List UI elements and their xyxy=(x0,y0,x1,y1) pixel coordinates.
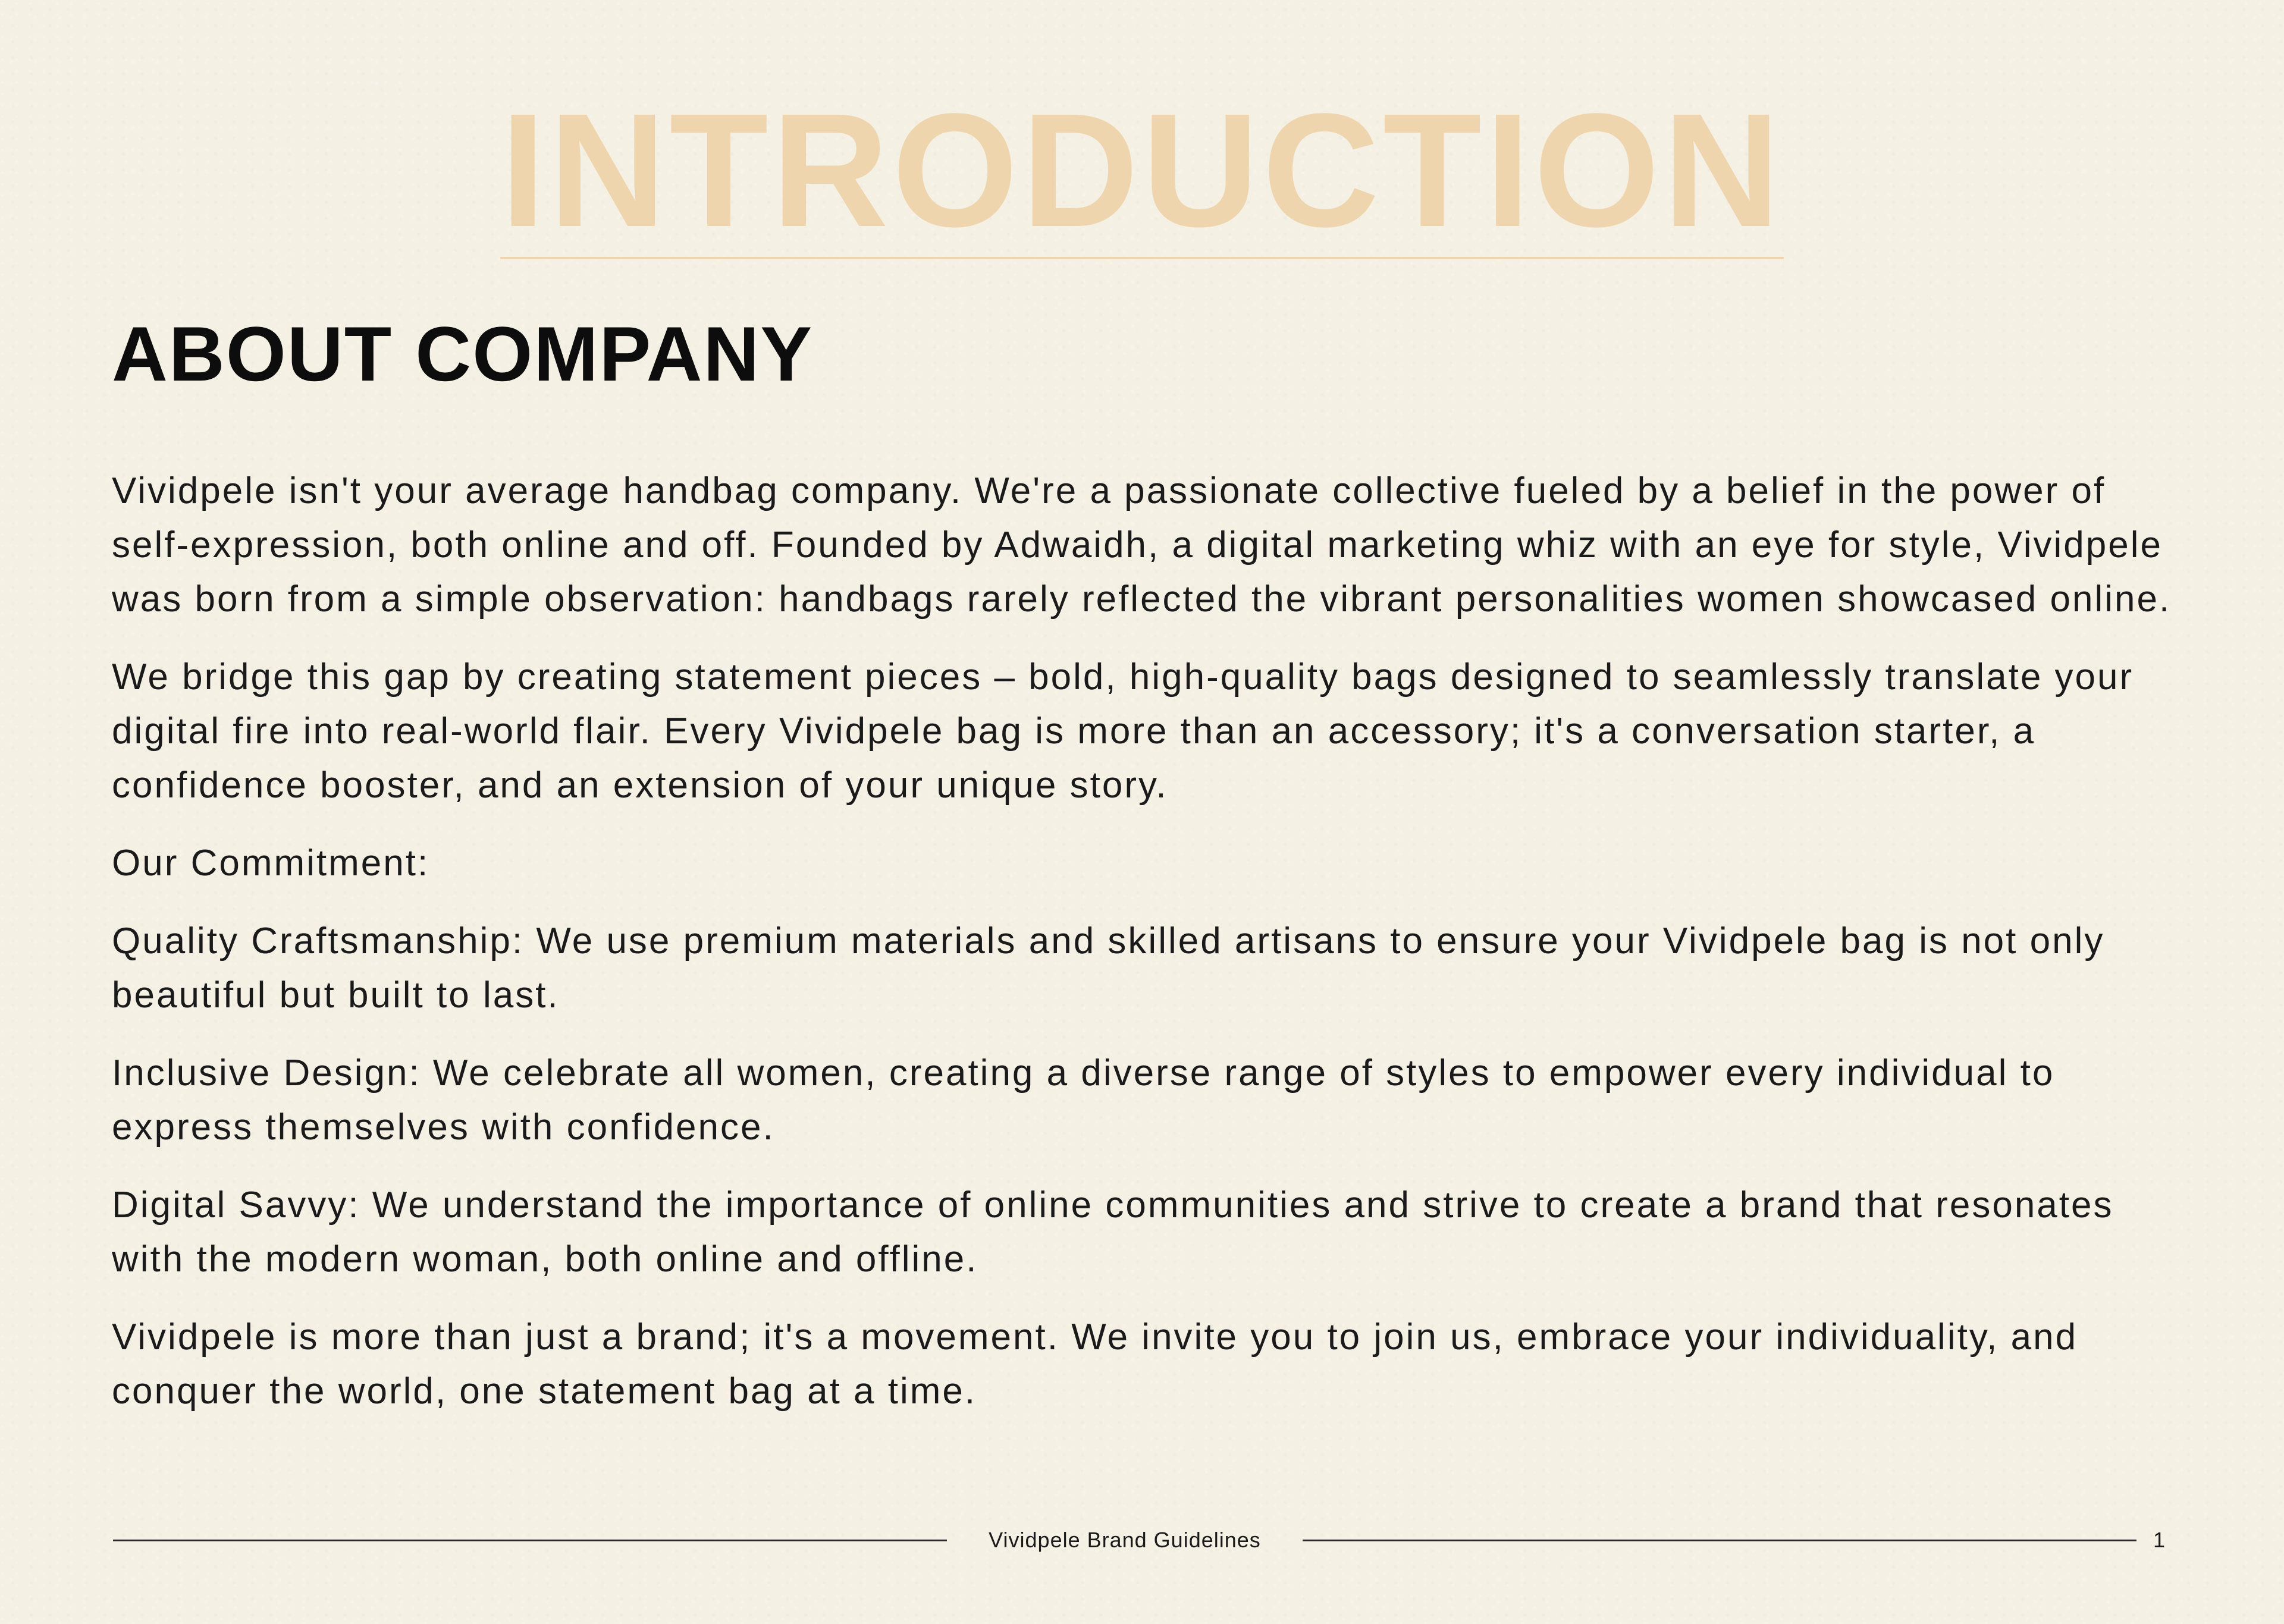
page-footer xyxy=(113,1522,2165,1558)
paragraph-quality: Quality Craftsmanship: We use premium materials and skilled artisans to ensure your Vividpele bag is not only beautiful but built to last. xyxy=(112,921,2105,1016)
paragraph-closing: Vividpele is more than just a brand; it's a movement. We invite you to join us, embrace your individuality, and conquer the world, one statement bag at a time. xyxy=(112,1317,2078,1412)
paragraph-inclusive: Inclusive Design: We celebrate all women, creating a diverse range of styles to empower every individual to express themselves with confidence. xyxy=(112,1053,2055,1148)
page-title-wrapper xyxy=(0,80,2284,260)
paragraph-intro: Vividpele isn't your average handbag company. We're a passionate collective fueled by a belief in the power of self-expression, both online and off. Founded by Adwaidh, a digital marketing whiz with an eye for style, Vividpele was born from a simple observation: handbags rarely reflected the vibrant personalities women showcased online. xyxy=(112,470,2172,620)
paragraph-mission: We bridge this gap by creating statement pieces – bold, high-quality bags designed to seamlessly translate your digital fire into real-world flair. Every Vividpele bag is more than an accessory; it's a conversation starter, a confidence booster, and an extension of your unique story. xyxy=(112,656,2134,806)
section-body xyxy=(112,464,2176,1442)
page-title: INTRODUCTION xyxy=(500,80,1784,260)
page-number: 1 xyxy=(2153,1528,2165,1552)
paragraph-commitment-heading: Our Commitment: xyxy=(112,843,430,884)
footer-rule-left xyxy=(113,1540,947,1541)
footer-label: Vividpele Brand Guidelines xyxy=(989,1528,1261,1552)
section-heading: ABOUT COMPANY xyxy=(112,310,814,397)
footer-rule-right xyxy=(1303,1540,2136,1541)
paragraph-digital: Digital Savvy: We understand the importance of online communities and strive to create a brand that resonates with the modern woman, both online and offline. xyxy=(112,1185,2114,1280)
